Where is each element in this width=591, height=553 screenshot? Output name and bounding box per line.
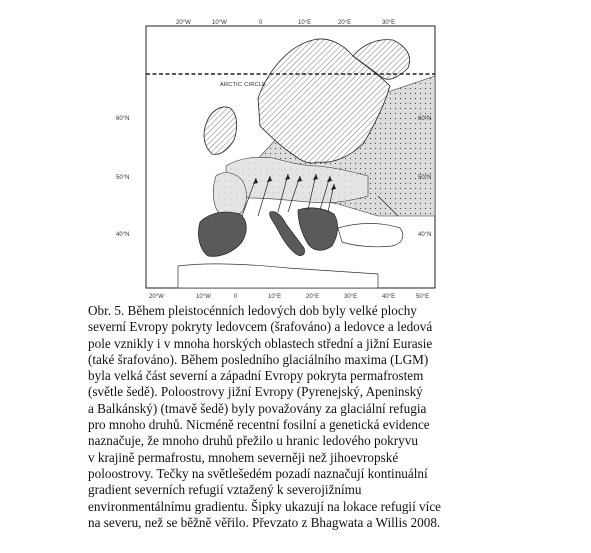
caption-line: a Balkánský) (tmavě šedě) byly považovány za glaciální refugia (88, 400, 427, 416)
top-tick: 20°E (338, 20, 352, 26)
right-tick: 50°N (418, 175, 432, 181)
bottom-tick: 40°E (382, 294, 396, 300)
bottom-axis (149, 294, 429, 300)
top-tick: 30°E (382, 20, 396, 26)
caption-line: pole vznikly i v mnoha horských oblastech střední a jižní Eurasie (88, 335, 433, 351)
anatolia-land (338, 224, 403, 247)
top-tick: 20°W (176, 20, 191, 26)
left-tick: 50°N (116, 175, 130, 181)
bottom-tick: 20°W (149, 294, 164, 300)
top-tick: 10°E (298, 20, 312, 26)
arctic-circle-label: ARCTIC CIRCLE (220, 82, 267, 88)
caption-line: gradient severních refugií vztažený k severojižnímu (88, 482, 362, 498)
bottom-tick: 10°W (196, 294, 211, 300)
figure-caption (88, 303, 508, 531)
caption-line: poloostrovy. Tečky na světlešedém pozadí naznačují kontinuální (88, 465, 428, 481)
left-tick: 40°N (116, 232, 130, 238)
right-tick: 40°N (418, 232, 432, 238)
caption-line: severní Evropy pokryty ledovcem (šrafováno) a ledovce a ledová (88, 319, 433, 335)
right-tick: 60°N (418, 116, 432, 122)
bottom-tick: 30°E (344, 294, 358, 300)
bottom-tick: 0 (234, 294, 238, 300)
top-tick: 0 (259, 20, 263, 26)
caption-line: v krajině permafrostu, mnohem severněji než jihoevropské (88, 449, 399, 465)
caption-line: Obr. 5. Během pleistocénních ledových dob byly velké plochy (88, 303, 417, 318)
france-land (213, 173, 246, 217)
caption-line: naznačuje, že mnoho druhů přežilo u hranic ledového pokryvu (88, 433, 418, 449)
top-axis (176, 20, 395, 26)
caption-line: pro mnoho druhů. Nicméně recentní fosilní a genetická evidence (88, 417, 430, 433)
europe-refugia-map (116, 16, 443, 300)
map-svg (116, 16, 443, 300)
top-tick: 10°W (212, 20, 227, 26)
caption-line: (světle šedě). Poloostrovy jižní Evropy (Pyrenejský, Apeninský (88, 384, 423, 400)
caption-line: (také šrafováno). Během posledního glaciálního maxima (LGM) (88, 351, 429, 367)
caption-line: environmentálnímu gradientu. Šipky ukazují na lokace refugií více (88, 498, 442, 514)
caption-line: na severu, než se běžně věřilo. Převzato z Bhagwata a Willis 2008. (88, 514, 441, 530)
bottom-tick: 10°E (268, 294, 282, 300)
left-axis (116, 116, 129, 238)
caption-line: byla velká část severní a západní Evropy pokryta permafrostem (88, 368, 424, 384)
left-tick: 60°N (116, 116, 130, 122)
bottom-tick: 50°E (416, 294, 430, 300)
bottom-tick: 20°E (306, 294, 320, 300)
